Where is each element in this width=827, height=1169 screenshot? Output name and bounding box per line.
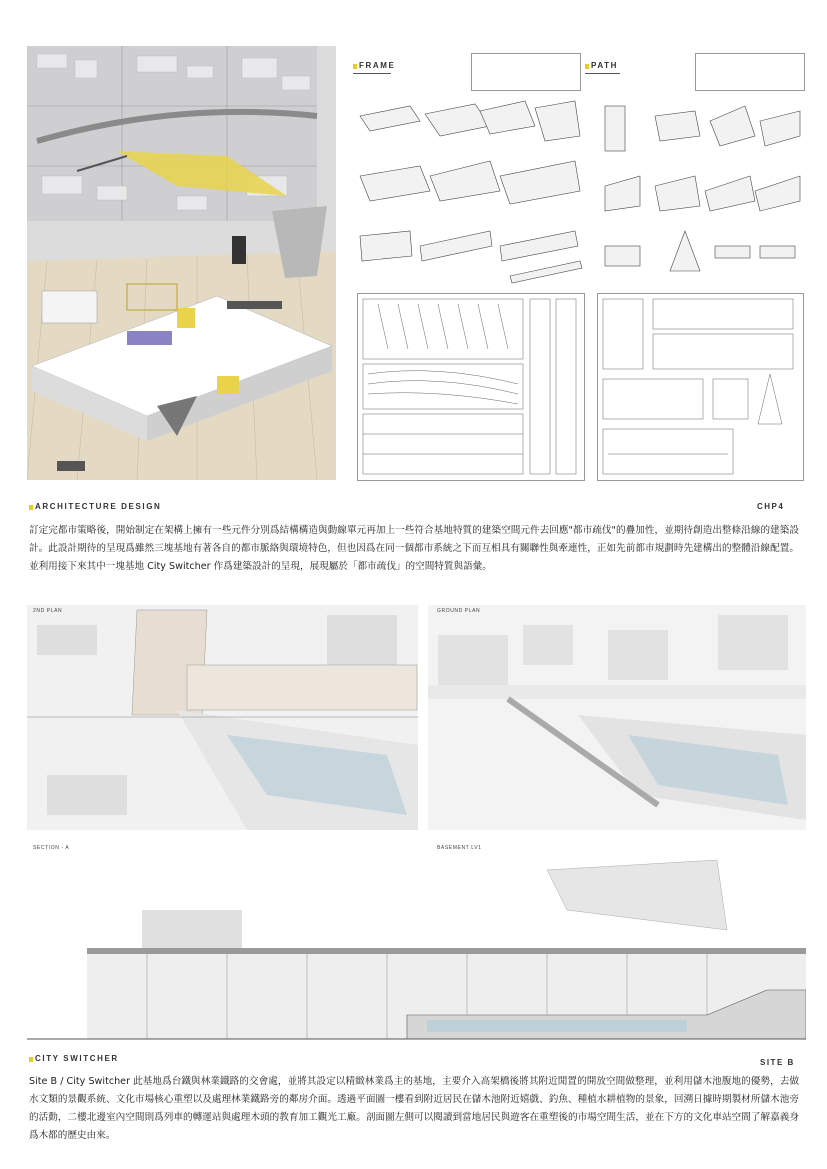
site-tag: SITE B bbox=[760, 1058, 795, 1067]
frame-underline bbox=[353, 73, 391, 74]
section-drawing bbox=[27, 840, 806, 1045]
basement-label: BASEMENT LV1 bbox=[437, 845, 482, 851]
second-floor-plan bbox=[27, 605, 418, 830]
architecture-paragraph: 訂定完都市策略後，開始制定在架構上擁有一些元件分別爲結構構造與動線單元再加上一些符合基地特質的建築空間元件去回應"都市疏伐"的疊加性，並期待創造出整條沿線的建築設計。此設計期待的呈現爲雖然三塊基地有著各自的都市脈絡與環境特色，但也因爲在同一個都市系統之下而互相具有關聯性與牽連性，正如先前都市規劃時先建構出的整體沿線配置。並利用接下來其中一塊基地 City Switcher 作爲建築設計的呈現，展現屬於「都市疏伐」的空間特質與語彙。 bbox=[29, 525, 799, 572]
city-switcher-heading bbox=[29, 1054, 119, 1063]
section-label: SECTION - A bbox=[33, 845, 70, 851]
frame-label bbox=[353, 61, 395, 70]
architecture-design-heading bbox=[29, 502, 161, 511]
city-switcher-heading-text: CITY SWITCHER bbox=[35, 1054, 119, 1063]
frame-label-text: FRAME bbox=[359, 61, 396, 70]
frame-diagrams bbox=[350, 96, 586, 286]
frame-drawing-sheet-art bbox=[358, 294, 584, 480]
accent-mark bbox=[353, 64, 357, 69]
accent-mark bbox=[29, 1057, 33, 1062]
ground-floor-plan-art bbox=[428, 605, 806, 830]
frame-diagrams-art bbox=[350, 96, 586, 286]
architecture-design-heading-text: ARCHITECTURE DESIGN bbox=[35, 502, 162, 511]
ground-floor-plan bbox=[428, 605, 806, 830]
model-rendering-art bbox=[27, 46, 336, 480]
accent-mark bbox=[585, 64, 589, 69]
chapter-tag: CHP4 bbox=[757, 502, 785, 511]
city-switcher-paragraph: Site B / City Switcher 此基地爲台鐵與林業鐵路的交會處，並將其設定以精緻林業爲主的基地，主要介入高架橋後將其附近閒置的開放空間做整理，並利用儲木池腹地的優勢，去做水文類的景觀系統、文化市場核心重塑以及處理林業鐵路旁的鄰房介面。透過平面圖一樓看到附近居民在儲木池附近嬉戲、釣魚、種植水耕植物的景象，回溯日據時期製材所儲木池旁的活動，二樓北邊室內空間則爲列車的轉運站與處理木頭的教育加工觀光工廠。剖面圖左側可以閱讀到當地居民與遊客在重塑後的市場空間生活，並在下方的文化車站空間了解嘉義身爲木都的歷史由來。 bbox=[29, 1076, 799, 1141]
model-rendering bbox=[27, 46, 336, 480]
path-drawing-sheet bbox=[597, 293, 804, 481]
path-label-text: PATH bbox=[591, 61, 618, 70]
second-floor-plan-art bbox=[27, 605, 418, 830]
path-legend bbox=[695, 53, 805, 91]
path-diagrams bbox=[595, 96, 805, 286]
frame-drawing-sheet bbox=[357, 293, 585, 481]
path-label bbox=[585, 61, 618, 70]
frame-legend bbox=[471, 53, 581, 91]
second-plan-label: 2ND PLAN bbox=[33, 608, 63, 614]
path-underline bbox=[585, 73, 620, 74]
accent-mark bbox=[29, 505, 33, 510]
section-drawing-art bbox=[27, 840, 806, 1045]
path-diagrams-art bbox=[595, 96, 805, 286]
path-drawing-sheet-art bbox=[598, 294, 803, 480]
ground-plan-label: GROUND PLAN bbox=[437, 608, 481, 614]
